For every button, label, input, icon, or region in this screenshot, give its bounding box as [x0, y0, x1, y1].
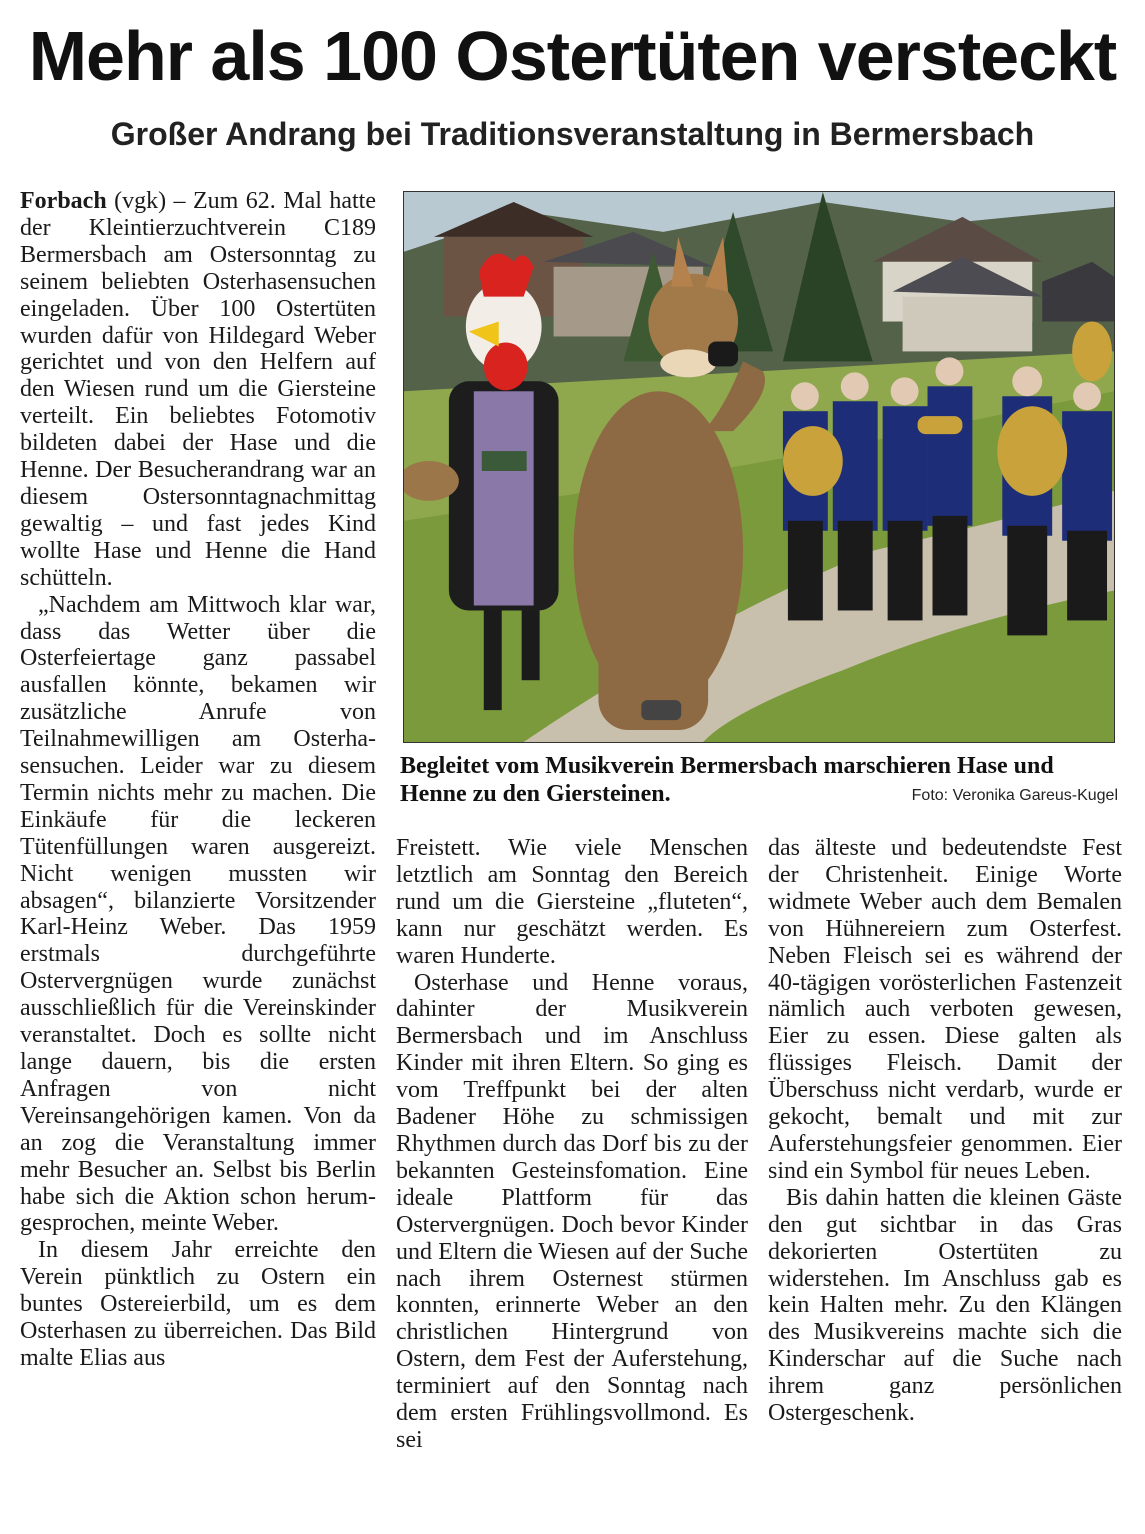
- paragraph: Freistett. Wie viele Menschen letztlich am Sonntag den Bereich rund um die Giersteine „fluteten“, kann nur geschätzt werden. Es waren Hunderte.: [396, 835, 748, 969]
- photo-credit: Foto: Veronika Gareus-Kugel: [911, 787, 1118, 804]
- headline: Mehr als 100 Ostertüten versteckt: [28, 17, 1117, 95]
- paragraph: Bis dahin hatten die kleinen Gäste den gut sichtbar in das Gras dekorierten Ostertüten zu widerstehen. Im Anschluss gab es kein Halten mehr. Zu den Klängen des Musikvereins machte sich die Kinderschar auf die Suche nach ihrem ganz persönlichen Ostergeschenk.: [768, 1184, 1122, 1427]
- dateline: Forbach: [20, 188, 107, 214]
- paragraph: In diesem Jahr erreichte den Verein pünktlich zu Ostern ein buntes Ostereierbild, um es dem Osterhasen zu überreichen. Das Bild malte Elias aus: [20, 1237, 376, 1371]
- subheadline: Großer Andrang bei Traditionsveranstaltung in Bermersbach: [110, 116, 1035, 152]
- article-column-2: [396, 835, 748, 1518]
- caption-text: Begleitet vom Musikverein Bermersbach marschieren Hase und Henne zu den Giersteinen.: [400, 753, 1054, 807]
- paragraph: [20, 188, 376, 592]
- paragraph: das älteste und bedeutendste Fest der Christenheit. Einige Worte widmete Weber auch dem Bemalen von Hühnereiern zum Osterfest. Neben Fleisch sei es während der 40-tägigen vorösterlichen Fastenzeit nämlich auch verboten gewesen, Eier zu essen. Diese galten als flüssiges Fleisch. Damit der Überschuss nicht verdarb, wurde er gekocht, bemalt und mit zur Auferstehungsfeier genommen. Eier sind ein Symbol für neues Leben.: [768, 835, 1122, 1184]
- paragraph: „Nachdem am Mittwoch klar war, dass das Wetter über die Osterfeiertage ganz passabel ausfallen könnte, bekamen wir zusätzliche Anrufe von Teilnahmewilligen am Osterhasensuchen. Leider war zu diesem Termin nichts mehr zu machen. Die Einkäufe für die leckeren Tütenfüllungen waren ausgereizt. Nicht wenigen mussten wir absagen“, bilanzierte Vorsitzender Karl-Heinz Weber. Das 1959 erstmals durchgeführte Ostervergnügen wurde zunächst ausschließlich für die Vereinskinder veranstaltet. Doch es sollte nicht lange dauern, bis die ersten Anfragen von nicht Vereinsangehörigen kamen. Von da an zog die Veranstaltung immer mehr Besucher an. Selbst bis Berlin habe sich die Aktion schon herumgesprochen, meinte Weber.: [20, 591, 376, 1237]
- paragraph: Osterhase und Henne voraus, dahinter der Musikverein Bermersbach und im Anschluss Kinder mit ihren Eltern. So ging es vom Treffpunkt bei der alten Badener Höhe zu schmissigen Rhythmen durch das Dorf bis zu der bekannten Gesteinsfomation. Eine ideale Plattform für das Ostervergnügen. Doch bevor Kinder und Eltern die Wiesen auf der Suche nach ihrem Osternest stürmen konnten, erinnerte Weber an den christlichen Hintergrund von Ostern, dem Fest der Auferstehung, terminiert auf den Sonntag nach dem ersten Frühlingsvollmond. Es sei: [396, 969, 748, 1453]
- photo-illustration: [404, 192, 1114, 742]
- article-column-3: [768, 835, 1122, 1518]
- photo-caption: [400, 752, 1118, 808]
- paragraph-text: (vgk) – Zum 62. Mal hatte der Kleintierzuchtverein C189 Bermersbach am Ostersonntag zu seinem beliebten Osterhasensuchen eingeladen. Über 100 Ostertüten wurden dafür von Hildegard Weber gerichtet und von den Helfern auf den Wiesen rund um die Giersteine verteilt. Ein beliebtes Fotomotiv bildeten dabei der Hase und die Henne. Der Besucherandrang war an diesem Ostersonntagnachmittag gewaltig – und fast jedes Kind wollte Hase und Henne die Hand schütteln.: [20, 188, 376, 591]
- article-column-1: [20, 188, 376, 1518]
- article-photo: [403, 191, 1115, 743]
